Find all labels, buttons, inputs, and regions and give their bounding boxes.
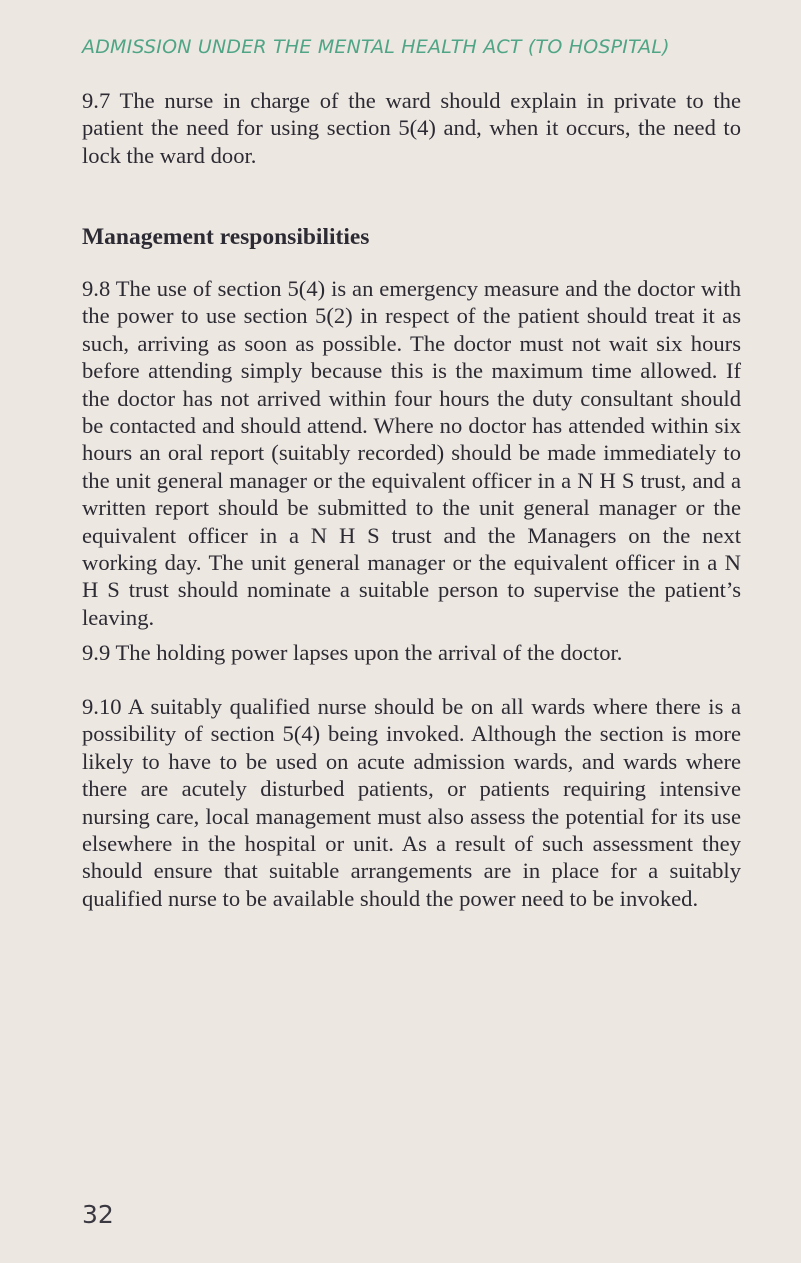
paragraph-9-8: 9.8 The use of section 5(4) is an emergency measure and the doctor with the power to use section 5(2) in respect of the patient should treat it as such, arriving as soon as possible. The doctor must not wait six hours before attending simply because this is the maximum time allowed. If the doctor has not arrived within four hours the duty consultant should be contacted and should attend. Where no doctor has attended within six hours an oral report (suitably recorded) should be made immediately to the unit general manager or the equivalent officer in a N H S trust, and a written report should be submitted to the unit general manager or the equivalent officer in a N H S trust and the Managers on the next working day. The unit general manager or the equivalent officer in a N H S trust should nominate a suitable person to supervise the patient’s leaving. [82,276,741,630]
paragraph-9-7: 9.7 The nurse in charge of the ward should explain in private to the patient the need for using section 5(4) and, when it occurs, the need to lock the ward door. [82,88,741,168]
paragraph-9-9: 9.9 The holding power lapses upon the arrival of the doctor. [82,640,623,665]
section-heading: Management responsibilities [82,224,370,250]
page-number: 32 [82,1200,114,1229]
paragraph-9-10: 9.10 A suitably qualified nurse should be on all wards where there is a possibility of section 5(4) being invoked. Although the section is more likely to have to be used on acute admission wards, and wards where there are acutely disturbed patients, or patients requiring intensive nursing care, local management must also assess the potential for its use elsewhere in the hospital or unit. As a result of such assessment they should ensure that suitable arrangements are in place for a suitably qualified nurse to be available should the power need to be invoked. [82,694,741,911]
running-head: ADMISSION UNDER THE MENTAL HEALTH ACT (TO HOSPITAL) [82,36,670,58]
